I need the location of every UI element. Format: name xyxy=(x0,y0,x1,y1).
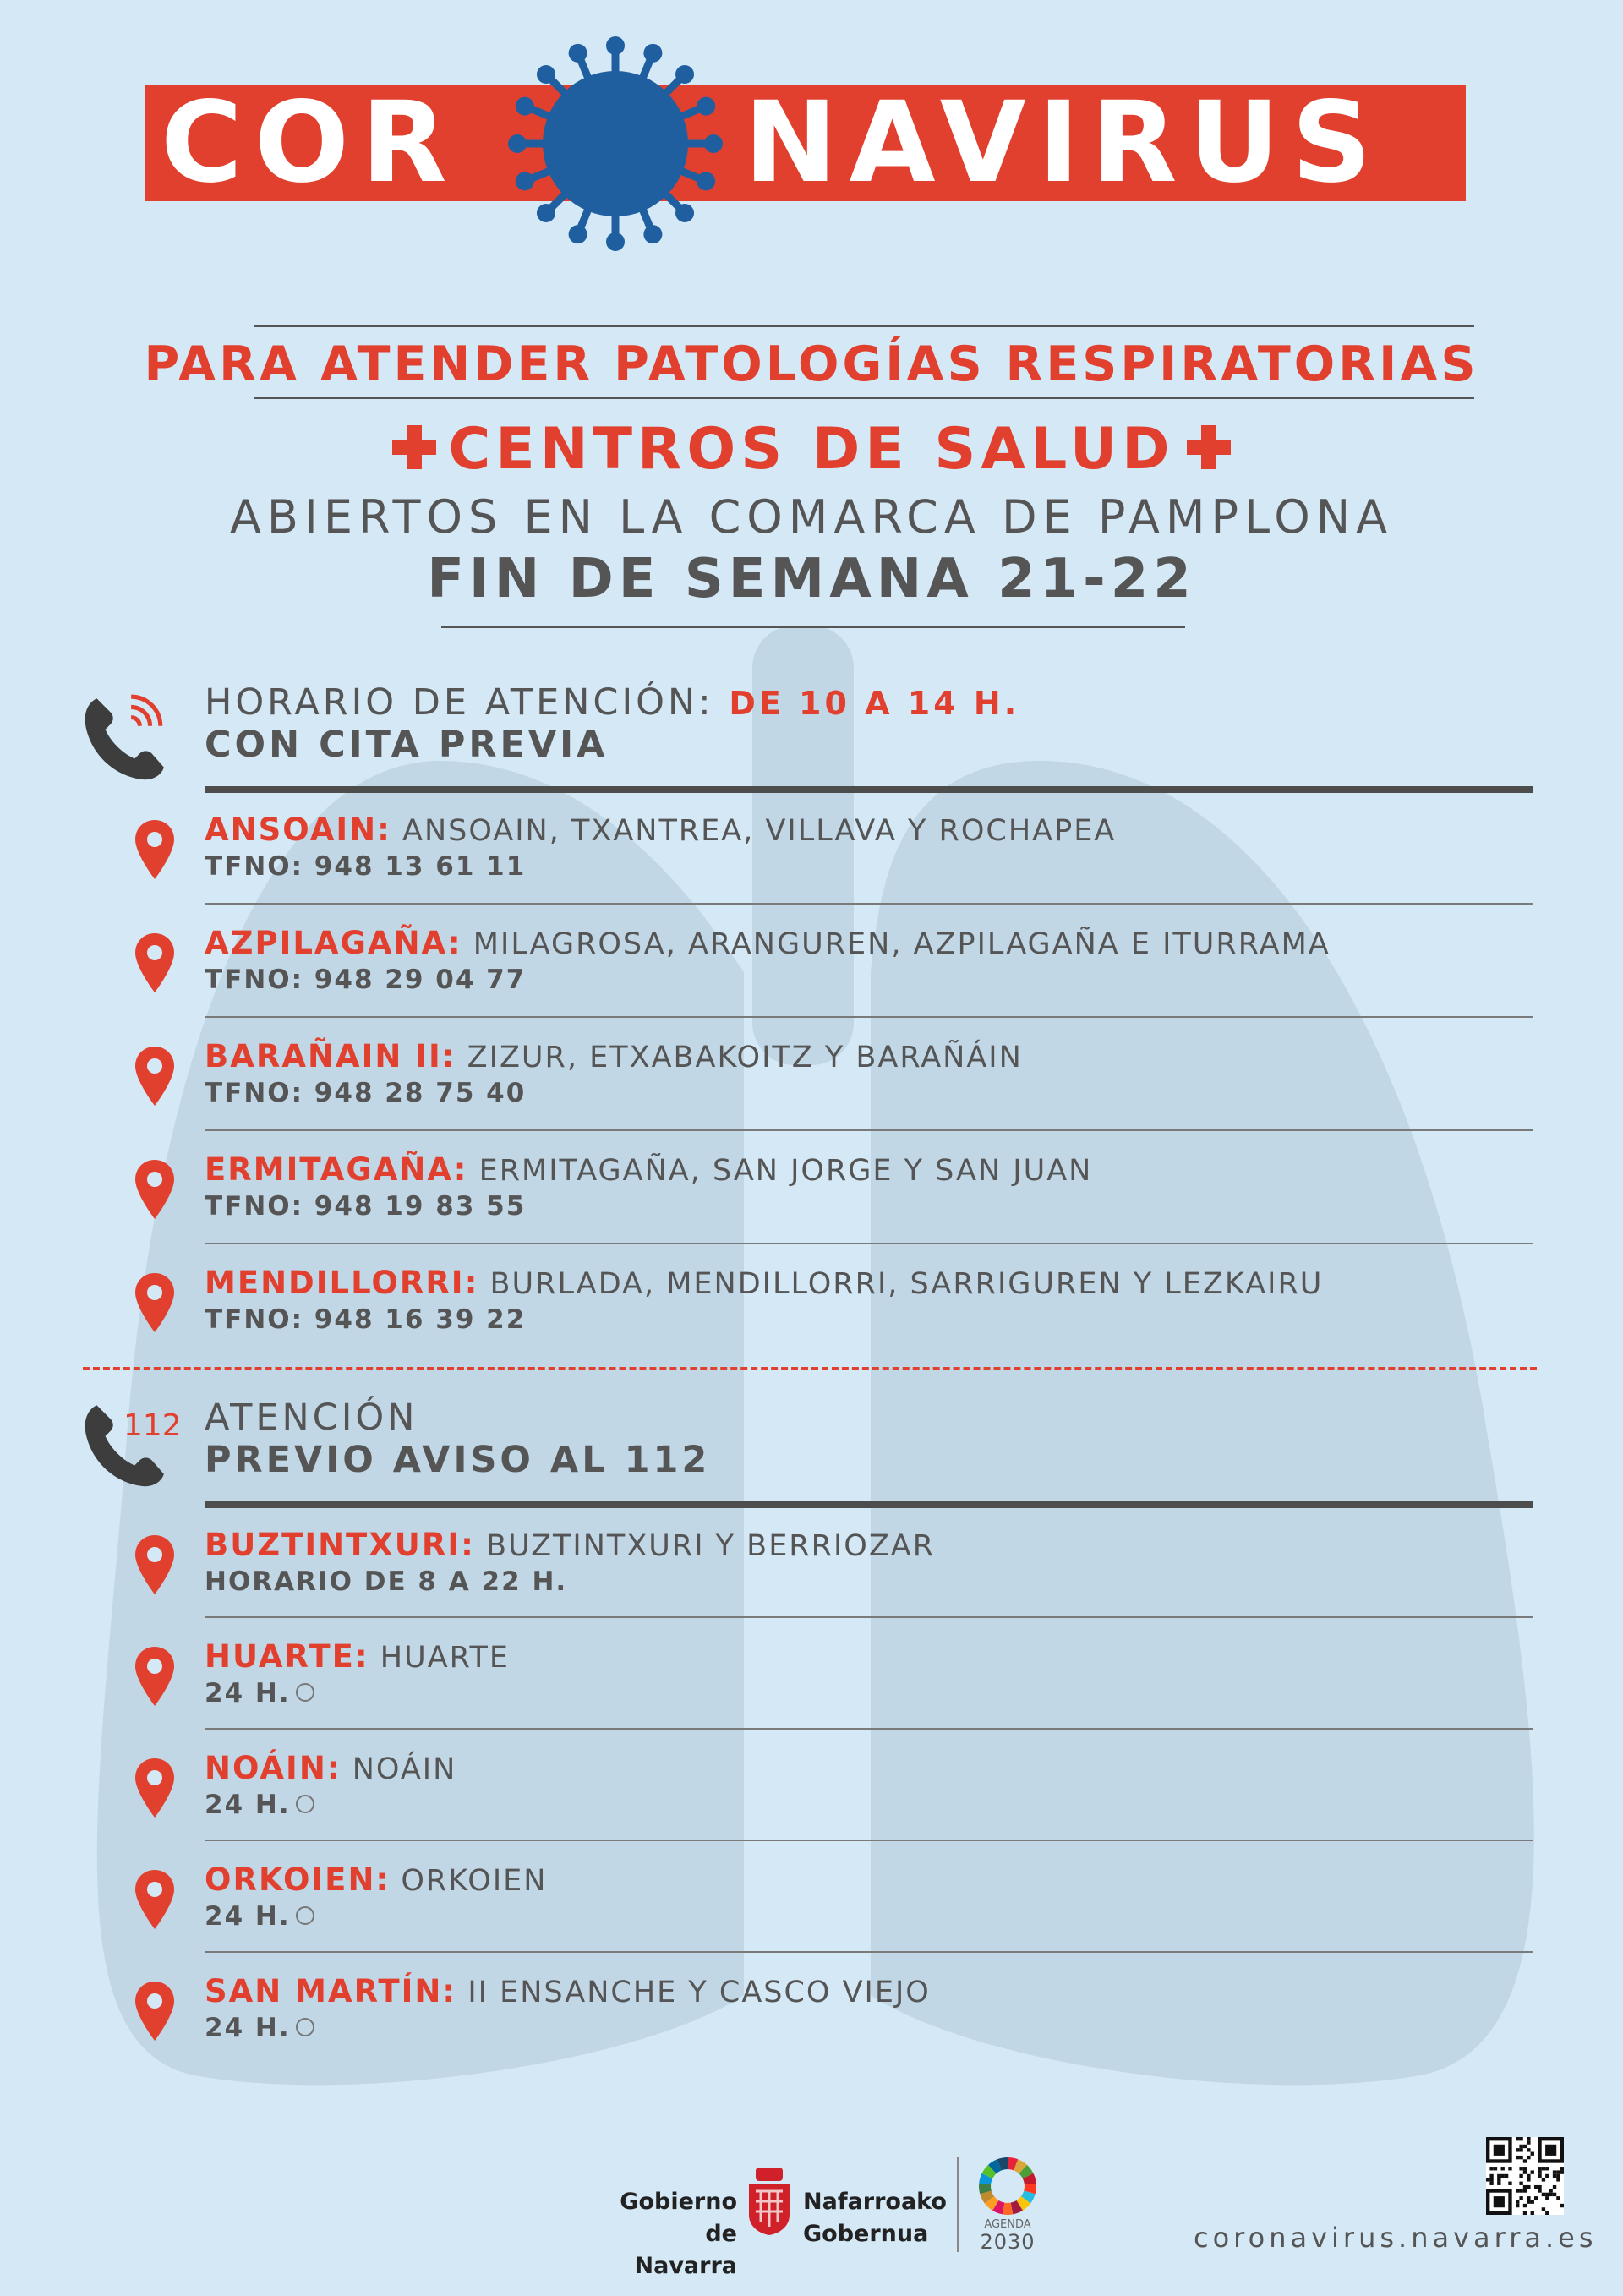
section2-label: ATENCIÓN xyxy=(205,1397,418,1439)
headline-line3: ABIERTOS EN LA COMARCA DE PAMPLONA xyxy=(229,490,1394,544)
agenda-2030-icon xyxy=(977,2156,1038,2217)
health-center-entry xyxy=(205,812,1523,882)
location-pin-icon xyxy=(134,932,176,994)
clock-icon xyxy=(296,1906,314,1925)
health-center-entry xyxy=(205,1527,1523,1597)
center-name: BARAÑAIN II: xyxy=(205,1038,456,1074)
center-detail: TFNO: 948 29 04 77 xyxy=(205,965,527,995)
center-detail: 24 H. xyxy=(205,1678,291,1708)
entry-line2 xyxy=(205,2013,1523,2043)
center-areas: II ENSANCHE Y CASCO VIEJO xyxy=(467,1976,931,2009)
gob-eu-line1: Nafarroako xyxy=(803,2189,947,2215)
location-pin-icon xyxy=(134,1533,176,1596)
banner-right-text: NAVIRUS xyxy=(744,78,1384,208)
phone-wifi-icon xyxy=(78,688,172,783)
clock-icon xyxy=(296,1683,314,1702)
center-name: ANSOAIN: xyxy=(205,812,391,848)
headline-line2: CENTROS DE SALUD xyxy=(448,416,1175,483)
gob-eu-line2: Gobernua xyxy=(803,2221,929,2247)
gobierno-es-text xyxy=(597,2186,737,2282)
center-name: HUARTE: xyxy=(205,1638,369,1675)
center-areas: NOÁIN xyxy=(352,1752,457,1786)
location-pin-icon xyxy=(134,1980,176,2042)
location-pin-icon xyxy=(134,1271,176,1334)
entry-line1 xyxy=(205,1861,1523,1898)
center-detail: TFNO: 948 16 39 22 xyxy=(205,1304,527,1335)
location-pin-icon xyxy=(134,1757,176,1819)
center-areas: ERMITAGAÑA, SAN JORGE Y SAN JUAN xyxy=(478,1154,1093,1188)
clock-icon xyxy=(296,1795,314,1813)
gob-es-line1: Gobierno xyxy=(620,2189,737,2215)
health-center-entry xyxy=(205,1638,1523,1708)
center-detail: TFNO: 948 19 83 55 xyxy=(205,1191,527,1222)
headline-top-rule xyxy=(254,325,1474,327)
center-name: ERMITAGAÑA: xyxy=(205,1151,468,1188)
health-center-entry xyxy=(205,925,1523,995)
center-detail: TFNO: 948 28 75 40 xyxy=(205,1078,527,1108)
center-detail: 24 H. xyxy=(205,1790,291,1820)
location-pin-icon xyxy=(134,1158,176,1221)
center-name: AZPILAGAÑA: xyxy=(205,925,462,961)
entry-divider xyxy=(205,1616,1533,1618)
headline-mid-rule xyxy=(254,397,1474,399)
health-center-entry xyxy=(205,1861,1523,1932)
entry-divider xyxy=(205,1016,1533,1018)
entry-line2 xyxy=(205,1191,1523,1222)
section1-line2: CON CITA PREVIA xyxy=(205,724,609,766)
entry-line2 xyxy=(205,1566,1523,1597)
center-areas: ANSOAIN, TXANTREA, VILLAVA Y ROCHAPEA xyxy=(402,814,1117,848)
entry-line1 xyxy=(205,1527,1523,1563)
entry-line1 xyxy=(205,1750,1523,1786)
qr-code-icon[interactable] xyxy=(1486,2137,1564,2215)
headline-line4: FIN DE SEMANA 21-22 xyxy=(427,548,1196,610)
section1-label: HORARIO DE ATENCIÓN: xyxy=(205,681,714,724)
center-name: MENDILLORRI: xyxy=(205,1265,479,1301)
center-name: SAN MARTÍN: xyxy=(205,1973,457,2009)
section2-line2-wrap xyxy=(205,1439,710,1481)
section2-line2: PREVIO AVISO AL 112 xyxy=(205,1439,711,1481)
entry-line1 xyxy=(205,812,1523,848)
center-areas: ORKOIEN xyxy=(401,1864,548,1898)
health-center-entry xyxy=(205,1750,1523,1820)
center-areas: ZIZUR, ETXABAKOITZ Y BARAÑÁIN xyxy=(467,1041,1023,1074)
entry-line2 xyxy=(205,965,1523,995)
center-areas: BUZTINTXURI Y BERRIOZAR xyxy=(486,1529,936,1563)
footer-separator xyxy=(957,2157,959,2252)
center-areas: MILAGROSA, ARANGUREN, AZPILAGAÑA E ITURRAMA xyxy=(473,927,1331,961)
entry-line1 xyxy=(205,1038,1523,1074)
entry-line1 xyxy=(205,1265,1523,1301)
entry-line1 xyxy=(205,925,1523,961)
location-pin-icon xyxy=(134,1645,176,1708)
health-center-entry xyxy=(205,1038,1523,1108)
website-url[interactable]: coronavirus.navarra.es xyxy=(1194,2222,1598,2254)
center-areas: BURLADA, MENDILLORRI, SARRIGUREN Y LEZKAIRU xyxy=(489,1267,1324,1301)
health-center-entry xyxy=(205,1265,1523,1335)
navarra-shield-icon xyxy=(744,2166,795,2237)
banner-left-text: COR xyxy=(161,78,459,208)
gob-es-line2: de Navarra xyxy=(634,2221,737,2279)
entry-line2 xyxy=(205,1078,1523,1108)
red-cross-icon xyxy=(392,425,436,469)
location-pin-icon xyxy=(134,818,176,881)
center-name: BUZTINTXURI: xyxy=(205,1527,475,1563)
entry-line1 xyxy=(205,1638,1523,1675)
headline-bottom-rule xyxy=(441,626,1185,628)
section1-header xyxy=(205,681,1019,724)
entry-line1 xyxy=(205,1151,1523,1188)
phone-112-number: 112 xyxy=(123,1408,182,1443)
agenda-label: AGENDA xyxy=(984,2218,1031,2231)
entry-divider xyxy=(205,1728,1533,1730)
center-areas: HUARTE xyxy=(380,1641,510,1675)
entry-divider xyxy=(205,1951,1533,1953)
entry-divider xyxy=(205,1243,1533,1244)
gobierno-eu-text xyxy=(803,2186,947,2250)
entry-divider xyxy=(205,903,1533,905)
location-pin-icon xyxy=(134,1045,176,1107)
entry-line1 xyxy=(205,1973,1523,2009)
agenda-year: 2030 xyxy=(980,2230,1036,2254)
entry-divider xyxy=(205,1840,1533,1841)
headline-line1: PARA ATENDER PATOLOGÍAS RESPIRATORIAS xyxy=(144,336,1479,392)
location-pin-icon xyxy=(134,1868,176,1931)
headline-line2-wrap xyxy=(0,416,1623,483)
entry-line2 xyxy=(205,1304,1523,1335)
entry-line2 xyxy=(205,851,1523,882)
center-name: ORKOIEN: xyxy=(205,1861,391,1898)
health-center-entry xyxy=(205,1151,1523,1222)
section1-divider xyxy=(205,786,1533,793)
center-detail: 24 H. xyxy=(205,2013,291,2043)
clock-icon xyxy=(296,2018,314,2036)
entry-line2 xyxy=(205,1790,1523,1820)
entry-line2 xyxy=(205,1901,1523,1932)
center-detail: TFNO: 948 13 61 11 xyxy=(205,851,527,882)
section2-divider xyxy=(205,1501,1533,1508)
health-center-entry xyxy=(205,1973,1523,2043)
section-separator xyxy=(83,1367,1537,1370)
center-detail: 24 H. xyxy=(205,1901,291,1932)
section1-line2-wrap xyxy=(205,724,608,766)
red-cross-icon xyxy=(1187,425,1231,469)
virus-icon xyxy=(504,34,727,254)
entry-divider xyxy=(205,1129,1533,1131)
section1-hours: DE 10 A 14 H. xyxy=(729,685,1020,722)
center-name: NOÁIN: xyxy=(205,1750,342,1786)
entry-line2 xyxy=(205,1678,1523,1708)
center-detail: HORARIO DE 8 A 22 H. xyxy=(205,1566,568,1597)
